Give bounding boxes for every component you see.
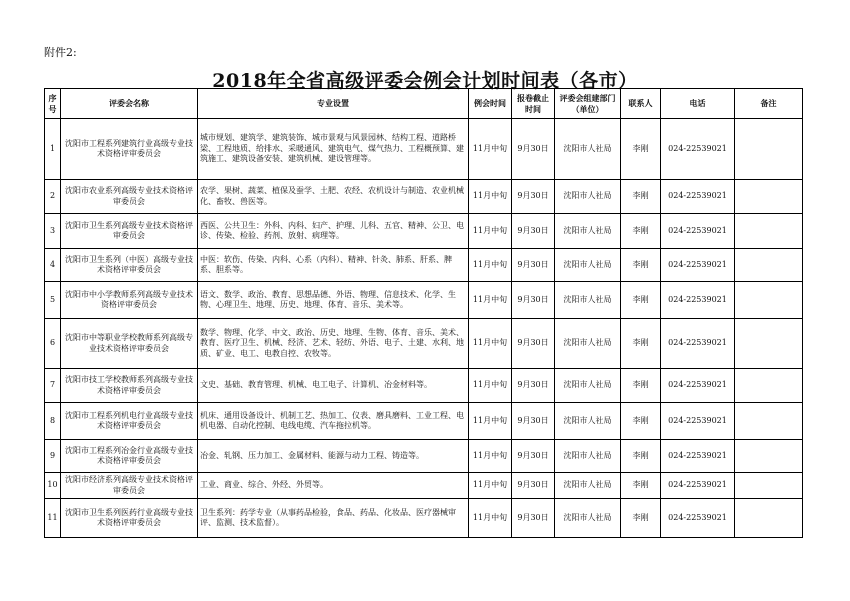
cell-meeting-time: 11月中旬 — [469, 249, 512, 282]
table-row — [45, 214, 803, 249]
cell-no: 7 — [45, 369, 61, 403]
cell-deadline: 9月30日 — [512, 249, 555, 282]
cell-phone: 024-22539021 — [661, 119, 735, 180]
cell-department: 沈阳市人社局 — [555, 440, 621, 473]
cell-department: 沈阳市人社局 — [555, 473, 621, 499]
header-department: 评委会组建部门（单位） — [555, 89, 621, 119]
cell-deadline: 9月30日 — [512, 473, 555, 499]
cell-contact: 李刚 — [621, 119, 661, 180]
cell-no: 9 — [45, 440, 61, 473]
table-row — [45, 249, 803, 282]
cell-contact: 李刚 — [621, 499, 661, 538]
header-meeting-time: 例会时间 — [469, 89, 512, 119]
cell-deadline: 9月30日 — [512, 499, 555, 538]
cell-meeting-time: 11月中旬 — [469, 282, 512, 319]
table-row — [45, 473, 803, 499]
cell-note — [735, 473, 803, 499]
cell-contact: 李刚 — [621, 369, 661, 403]
cell-phone: 024-22539021 — [661, 440, 735, 473]
table-row — [45, 319, 803, 369]
cell-note — [735, 214, 803, 249]
cell-deadline: 9月30日 — [512, 119, 555, 180]
cell-meeting-time: 11月中旬 — [469, 214, 512, 249]
table-row — [45, 282, 803, 319]
cell-phone: 024-22539021 — [661, 369, 735, 403]
cell-meeting-time: 11月中旬 — [469, 473, 512, 499]
cell-committee: 沈阳市中小学教师系列高级专业技术资格评审委员会 — [61, 282, 198, 319]
table-row — [45, 180, 803, 214]
cell-phone: 024-22539021 — [661, 180, 735, 214]
cell-contact: 李刚 — [621, 214, 661, 249]
cell-majors: 数学、物理、化学、中文、政治、历史、地理、生物、体育、音乐、美术、教育、医疗卫生、机械、经济、艺术、轻纺、外语、电子、土建、水利、地质、矿业、电工、电教自控、农牧等。 — [198, 319, 469, 369]
header-committee: 评委会名称 — [61, 89, 198, 119]
cell-note — [735, 369, 803, 403]
cell-contact: 李刚 — [621, 440, 661, 473]
cell-phone: 024-22539021 — [661, 282, 735, 319]
cell-note — [735, 319, 803, 369]
header-deadline: 报卷截止时间 — [512, 89, 555, 119]
table-row — [45, 499, 803, 538]
cell-majors: 机床、通用设备设计、机制工艺、热加工、仪表、磨具磨料、工业工程、电机电器、自动化控制、电线电缆、汽车拖拉机等。 — [198, 403, 469, 440]
cell-deadline: 9月30日 — [512, 403, 555, 440]
cell-no: 11 — [45, 499, 61, 538]
cell-meeting-time: 11月中旬 — [469, 369, 512, 403]
cell-note — [735, 119, 803, 180]
cell-majors: 语文、数学、政治、教育、思想品德、外语、物理、信息技术、化学、生物、心理卫生、地理、历史、地理、体育、音乐、美术等。 — [198, 282, 469, 319]
cell-deadline: 9月30日 — [512, 319, 555, 369]
cell-department: 沈阳市人社局 — [555, 499, 621, 538]
cell-meeting-time: 11月中旬 — [469, 440, 512, 473]
cell-department: 沈阳市人社局 — [555, 282, 621, 319]
table-row — [45, 369, 803, 403]
cell-meeting-time: 11月中旬 — [469, 119, 512, 180]
cell-note — [735, 403, 803, 440]
cell-committee: 沈阳市农业系列高级专业技术资格评审委员会 — [61, 180, 198, 214]
table-row — [45, 119, 803, 180]
header-contact: 联系人 — [621, 89, 661, 119]
cell-committee: 沈阳市中等职业学校教师系列高级专业技术资格评审委员会 — [61, 319, 198, 369]
cell-department: 沈阳市人社局 — [555, 214, 621, 249]
cell-no: 5 — [45, 282, 61, 319]
cell-department: 沈阳市人社局 — [555, 319, 621, 369]
cell-meeting-time: 11月中旬 — [469, 319, 512, 369]
cell-deadline: 9月30日 — [512, 214, 555, 249]
cell-note — [735, 499, 803, 538]
cell-deadline: 9月30日 — [512, 180, 555, 214]
cell-note — [735, 249, 803, 282]
cell-committee: 沈阳市工程系列冶金行业高级专业技术资格评审委员会 — [61, 440, 198, 473]
cell-majors: 城市规划、建筑学、建筑装饰、城市景观与风景园林、结构工程、道路桥梁、工程地质、给排水、采暖通风、建筑电气、煤气热力、工程概预算、建筑施工、建筑设备安装、建筑机械、建设管理等。 — [198, 119, 469, 180]
header-phone: 电话 — [661, 89, 735, 119]
cell-department: 沈阳市人社局 — [555, 180, 621, 214]
cell-no: 2 — [45, 180, 61, 214]
table-row — [45, 440, 803, 473]
cell-majors: 农学、果树、蔬菜、植保及蚕学、土肥、农经、农机设计与制造、农业机械化、畜牧、兽医等。 — [198, 180, 469, 214]
header-note: 备注 — [735, 89, 803, 119]
cell-meeting-time: 11月中旬 — [469, 403, 512, 440]
header-no: 序号 — [45, 89, 61, 119]
cell-phone: 024-22539021 — [661, 499, 735, 538]
cell-department: 沈阳市人社局 — [555, 249, 621, 282]
cell-phone: 024-22539021 — [661, 319, 735, 369]
cell-phone: 024-22539021 — [661, 403, 735, 440]
cell-majors: 冶金、轧钢、压力加工、金属材料、能源与动力工程、铸造等。 — [198, 440, 469, 473]
cell-phone: 024-22539021 — [661, 473, 735, 499]
cell-department: 沈阳市人社局 — [555, 119, 621, 180]
page-title: 2018年全省高级评委会例会计划时间表（各市） — [212, 70, 638, 92]
cell-deadline: 9月30日 — [512, 282, 555, 319]
cell-contact: 李刚 — [621, 403, 661, 440]
cell-contact: 李刚 — [621, 249, 661, 282]
cell-committee: 沈阳市技工学校教师系列高级专业技术资格评审委员会 — [61, 369, 198, 403]
cell-committee: 沈阳市卫生系列高级专业技术资格评审委员会 — [61, 214, 198, 249]
cell-no: 1 — [45, 119, 61, 180]
table-header-row — [45, 89, 803, 119]
schedule-table — [44, 88, 803, 538]
cell-contact: 李刚 — [621, 473, 661, 499]
cell-contact: 李刚 — [621, 180, 661, 214]
cell-phone: 024-22539021 — [661, 249, 735, 282]
cell-note — [735, 180, 803, 214]
cell-no: 10 — [45, 473, 61, 499]
cell-contact: 李刚 — [621, 282, 661, 319]
cell-no: 3 — [45, 214, 61, 249]
cell-no: 6 — [45, 319, 61, 369]
cell-committee: 沈阳市卫生系列（中医）高级专业技术资格评审委员会 — [61, 249, 198, 282]
cell-phone: 024-22539021 — [661, 214, 735, 249]
cell-committee: 沈阳市卫生系列医药行业高级专业技术资格评审委员会 — [61, 499, 198, 538]
cell-deadline: 9月30日 — [512, 369, 555, 403]
attachment-label: 附件2: — [44, 46, 77, 59]
cell-note — [735, 440, 803, 473]
cell-no: 4 — [45, 249, 61, 282]
table-row — [45, 403, 803, 440]
cell-department: 沈阳市人社局 — [555, 369, 621, 403]
cell-majors: 工业、商业、综合、外经、外贸等。 — [198, 473, 469, 499]
cell-committee: 沈阳市工程系列建筑行业高级专业技术资格评审委员会 — [61, 119, 198, 180]
cell-majors: 卫生系列：药学专业（从事药品检验，食品、药品、化妆品、医疗器械审评、监测、技术监督）。 — [198, 499, 469, 538]
cell-note — [735, 282, 803, 319]
cell-majors: 西医、公共卫生：外科、内科、妇产、护理、儿科、五官、精神、公卫、电诊、传染、检验、药剂、放射、病理等。 — [198, 214, 469, 249]
cell-meeting-time: 11月中旬 — [469, 499, 512, 538]
cell-committee: 沈阳市经济系列高级专业技术资格评审委员会 — [61, 473, 198, 499]
cell-department: 沈阳市人社局 — [555, 403, 621, 440]
cell-deadline: 9月30日 — [512, 440, 555, 473]
cell-majors: 文史、基础、教育管理、机械、电工电子、计算机、冶金材料等。 — [198, 369, 469, 403]
cell-contact: 李刚 — [621, 319, 661, 369]
cell-majors: 中医：软伤、传染、内科、心系（内科）、精神、针灸、肺系、肝系、脾系、胆系等。 — [198, 249, 469, 282]
header-majors: 专业设置 — [198, 89, 469, 119]
cell-no: 8 — [45, 403, 61, 440]
cell-meeting-time: 11月中旬 — [469, 180, 512, 214]
cell-committee: 沈阳市工程系列机电行业高级专业技术资格评审委员会 — [61, 403, 198, 440]
